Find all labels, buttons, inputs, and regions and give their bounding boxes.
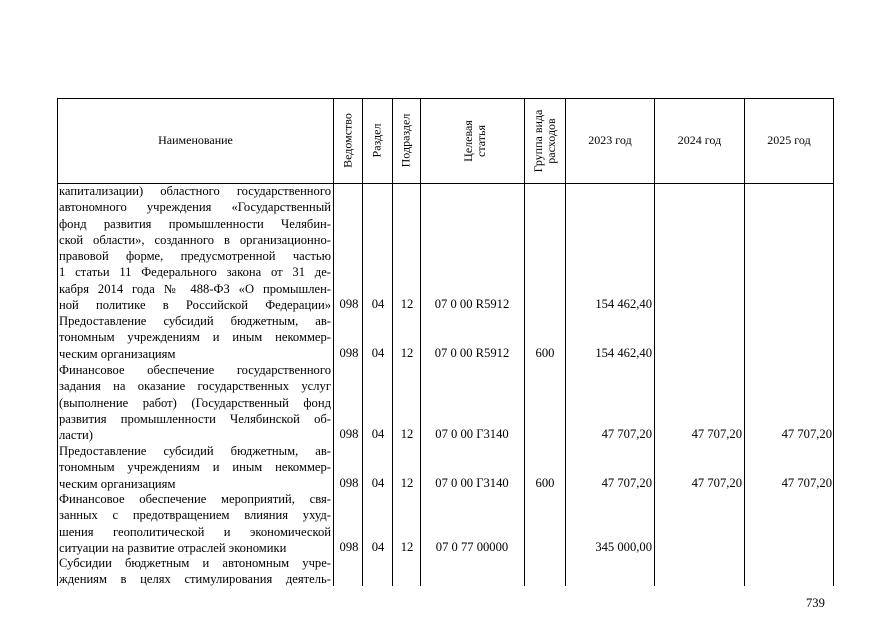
cell-razdel: 04 — [371, 540, 385, 554]
name-line: ской области», созданного в организационно- — [59, 232, 331, 247]
name-line: Финансовое обеспечение государственного — [59, 363, 331, 377]
cell-gruppa: 600 — [535, 476, 555, 490]
row-name — [59, 491, 331, 556]
cell-vedomstvo: 098 — [339, 427, 359, 441]
cell-vedomstvo: 098 — [339, 297, 359, 311]
header-gruppa: Группа вида расходов — [531, 109, 558, 173]
col-border — [833, 98, 834, 586]
header-celevaya: Целевая статья — [461, 120, 488, 162]
name-line: Субсидии бюджетным и автономным учре- — [59, 556, 331, 570]
cell-razdel: 04 — [371, 346, 385, 360]
cell-celevaya: 07 0 00 Г3140 — [435, 476, 509, 490]
name-line: Предоставление субсидий бюджетным, ав- — [59, 314, 331, 328]
cell-2024: 47 707,20 — [691, 427, 742, 441]
row-name — [59, 555, 331, 588]
table-top-border — [57, 98, 834, 99]
name-line: ласти) — [59, 428, 93, 443]
col-border — [420, 98, 421, 586]
name-line: ной политике в Российской Федерации» — [59, 298, 331, 313]
header-2024: 2024 год — [677, 133, 722, 147]
cell-2023: 154 462,40 — [595, 297, 652, 311]
cell-gruppa: 600 — [535, 346, 555, 360]
cell-podrazdel: 12 — [400, 297, 414, 311]
row-name — [59, 313, 331, 362]
name-line: автономного учреждения «Государственный — [59, 200, 331, 215]
cell-razdel: 04 — [371, 476, 385, 490]
name-line: задания на оказание государственных услуг — [59, 379, 331, 394]
cell-2023: 345 000,00 — [595, 540, 652, 554]
name-line: ческим организациям — [59, 346, 176, 361]
cell-podrazdel: 12 — [400, 427, 414, 441]
cell-podrazdel: 12 — [400, 540, 414, 554]
cell-2023: 47 707,20 — [601, 476, 652, 490]
cell-2024: 47 707,20 — [691, 476, 742, 490]
cell-celevaya: 07 0 00 R5912 — [434, 346, 510, 360]
col-border — [333, 98, 334, 586]
name-line: развития промышленности Челябинской об- — [59, 411, 331, 426]
header-2023: 2023 год — [588, 133, 632, 147]
col-border — [654, 98, 655, 586]
page-number: 739 — [806, 596, 825, 610]
name-line: Предоставление субсидий бюджетным, ав- — [59, 444, 331, 458]
name-line: тономным учреждениям и иным некоммер- — [59, 330, 331, 345]
header-razdel: Раздел — [369, 123, 384, 158]
header-name: Наименование — [158, 133, 233, 147]
cell-2025: 47 707,20 — [781, 427, 832, 441]
cell-celevaya: 07 0 00 R5912 — [434, 297, 510, 311]
name-line: тономным учреждениям и иным некоммер- — [59, 460, 331, 475]
name-line: фонд развития промышленности Челябин- — [59, 216, 331, 231]
col-border — [392, 98, 393, 586]
name-line: ситуации на развитие отраслей экономики — [59, 540, 287, 555]
header-vedomstvo: Ведомство — [340, 113, 355, 168]
header-2025: 2025 год — [767, 133, 811, 147]
cell-vedomstvo: 098 — [339, 476, 359, 490]
col-border — [524, 98, 525, 586]
name-line: занных с предотвращением влияния ухуд- — [59, 508, 331, 523]
name-line: правовой форме, предусмотренной частью — [59, 249, 331, 264]
col-border — [565, 98, 566, 586]
row-name — [59, 362, 331, 443]
header-podrazdel: Подраздел — [398, 113, 413, 168]
cell-razdel: 04 — [371, 297, 385, 311]
name-line: 1 статьи 11 Федерального закона от 31 де- — [59, 265, 331, 280]
name-line: (выполнение работ) (Государственный фонд — [59, 395, 331, 410]
cell-celevaya: 07 0 00 Г3140 — [435, 427, 509, 441]
cell-vedomstvo: 098 — [339, 540, 359, 554]
cell-vedomstvo: 098 — [339, 346, 359, 360]
cell-podrazdel: 12 — [400, 476, 414, 490]
name-line: ческим организациям — [59, 476, 176, 491]
row-name — [59, 183, 331, 313]
cell-razdel: 04 — [371, 427, 385, 441]
cell-2025: 47 707,20 — [781, 476, 832, 490]
name-line: кабря 2014 года № 488-ФЗ «О промышлен- — [59, 281, 331, 296]
name-line: капитализации) областного государственного — [59, 184, 331, 198]
name-line: ждениям в целях стимулирования деятель- — [59, 572, 331, 587]
cell-2023: 154 462,40 — [595, 346, 652, 360]
cell-2023: 47 707,20 — [601, 427, 652, 441]
name-line: Финансовое обеспечение мероприятий, свя- — [59, 492, 331, 506]
col-border — [362, 98, 363, 586]
row-name — [59, 443, 331, 492]
col-border — [57, 98, 58, 586]
col-border — [744, 98, 745, 586]
name-line: шения геополитической и экономической — [59, 524, 331, 539]
cell-celevaya: 07 0 77 00000 — [435, 540, 509, 554]
cell-podrazdel: 12 — [400, 346, 414, 360]
